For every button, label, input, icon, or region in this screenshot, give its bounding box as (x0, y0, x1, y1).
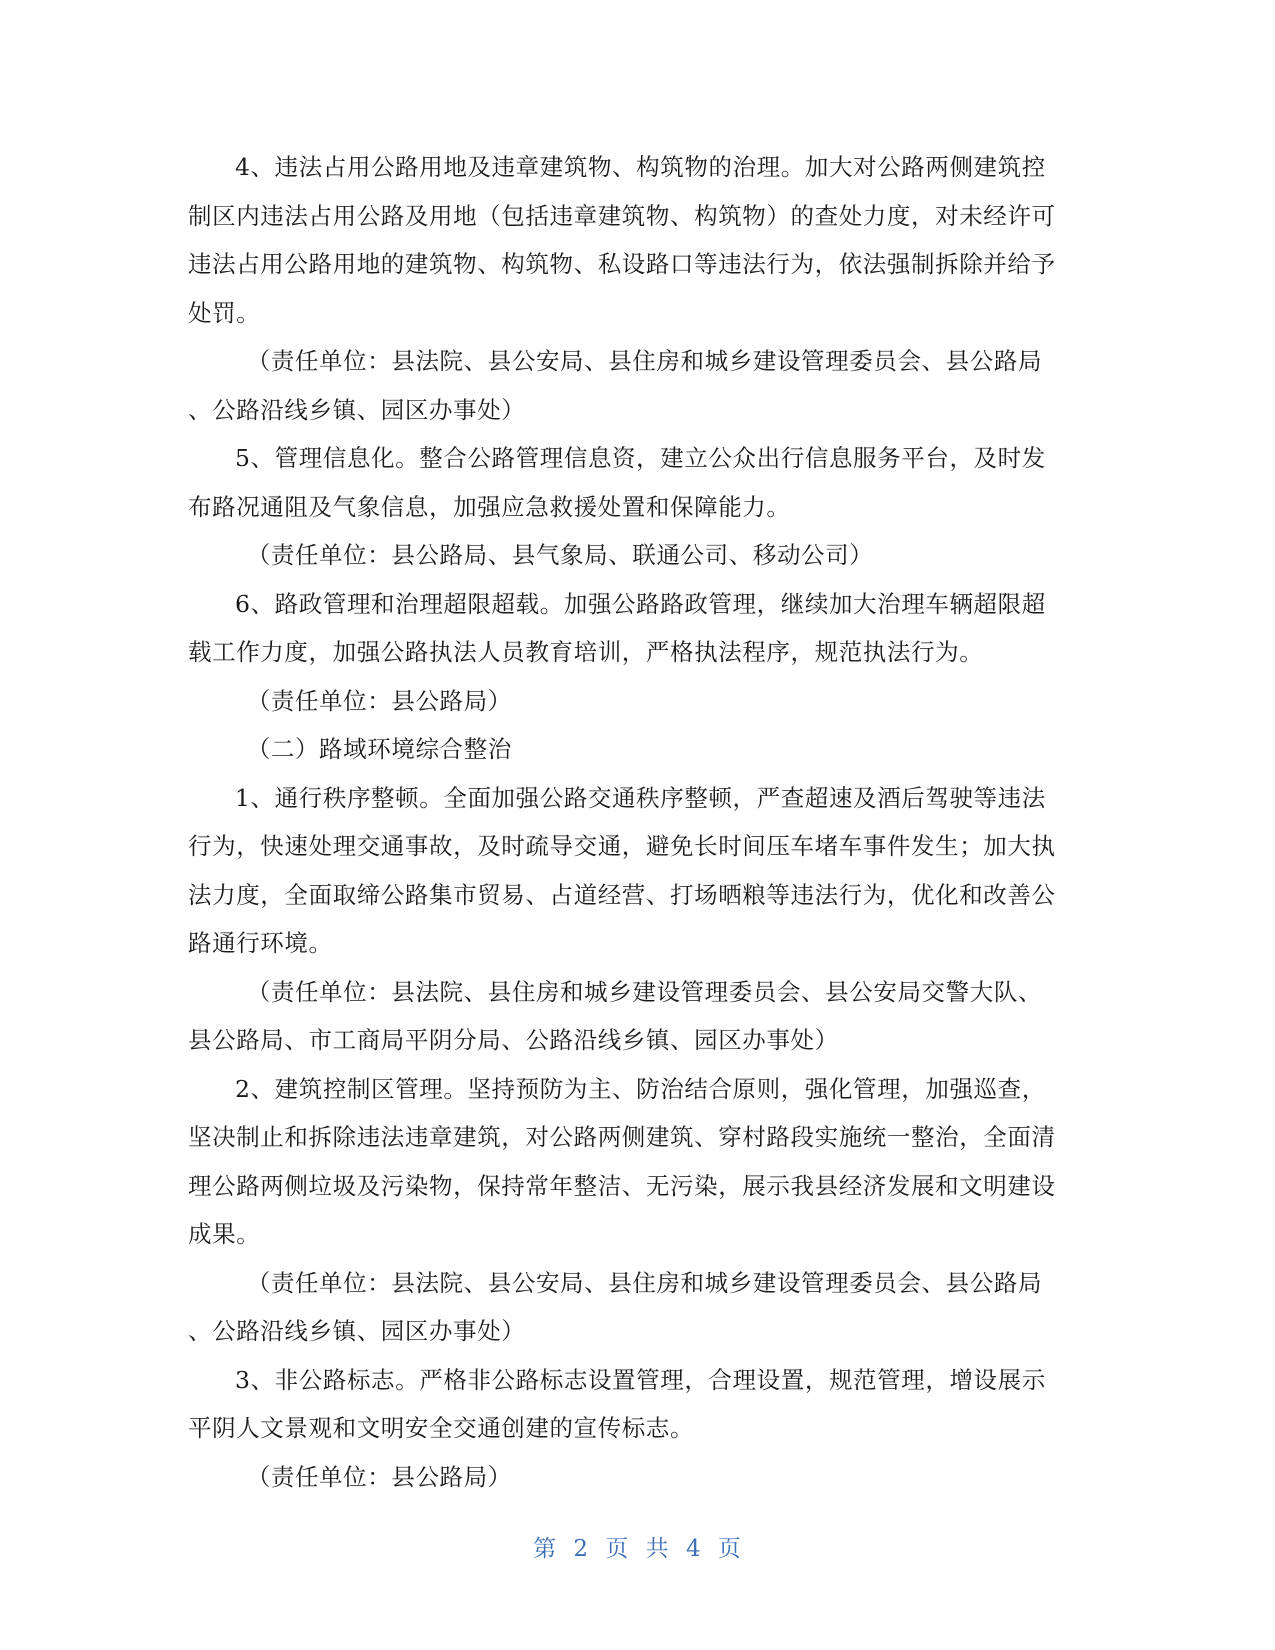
text-line: 、公路沿线乡镇、园区办事处） (188, 1317, 526, 1345)
page-footer (0, 1530, 1275, 1563)
text-line: （责任单位：县法院、县公安局、县住房和城乡建设管理委员会、县公路局 (246, 1268, 1043, 1297)
text-line: 成果。 (188, 1220, 261, 1248)
footer-word: 第 (533, 1536, 558, 1562)
text-line: （二）路域环境综合整治 (246, 735, 512, 763)
responsibility-note (188, 968, 1088, 1065)
responsibility-note (188, 531, 1088, 580)
text-line: 制区内违法占用公路及用地（包括违章建筑物、构筑物）的查处力度，对未经许可 (188, 201, 1056, 230)
text-line: （责任单位：县公路局） (246, 1462, 512, 1491)
footer-word: 页 (605, 1536, 630, 1562)
text-line: 法力度，全面取缔公路集市贸易、占道经营、打场晒粮等违法行为，优化和改善公 (188, 880, 1056, 909)
responsibility-note (188, 677, 1088, 726)
responsibility-note (188, 1259, 1088, 1356)
paragraph-item-3-non-road-signs (188, 1356, 1088, 1453)
paragraph-item-6-road-administration (188, 580, 1088, 677)
text-line: 2、建筑控制区管理。坚持预防为主、防治结合原则，强化管理，加强巡查， (235, 1074, 1046, 1103)
text-line: 坚决制止和拆除违法违章建筑，对公路两侧建筑、穿村路段实施统一整治，全面清 (188, 1123, 1056, 1151)
footer-word: 页 (717, 1536, 742, 1562)
footer-word: 共 (645, 1536, 670, 1562)
paragraph-item-5-informatization (188, 434, 1088, 531)
text-line: 6、路政管理和治理超限超载。加强公路路政管理，继续加大治理车辆超限超 (235, 589, 1046, 618)
text-line: 行为，快速处理交通事故，及时疏导交通，避免长时间压车堵车事件发生；加大执 (188, 832, 1056, 860)
text-line: 县公路局、市工商局平阴分局、公路沿线乡镇、园区办事处） (188, 1026, 839, 1054)
text-line: 、公路沿线乡镇、园区办事处） (188, 395, 526, 424)
paragraph-item-1-traffic-order (188, 774, 1088, 968)
responsibility-note (188, 1453, 1088, 1502)
text-line: 3、非公路标志。严格非公路标志设置管理，合理设置，规范管理，增设展示 (235, 1365, 1046, 1394)
text-line: 布路况通阻及气象信息，加强应急救援处置和保障能力。 (188, 492, 791, 521)
text-line: 处罚。 (188, 298, 261, 327)
current-page-number: 2 (573, 1536, 590, 1562)
paragraph-item-2-building-control (188, 1065, 1088, 1259)
paragraph-item-4-illegal-occupation (188, 143, 1088, 337)
text-line: 违法占用公路用地的建筑物、构筑物、私设路口等违法行为，依法强制拆除并给予 (188, 250, 1056, 278)
text-line: 5、管理信息化。整合公路管理信息资，建立公众出行信息服务平台，及时发 (235, 444, 1046, 472)
text-line: （责任单位：县法院、县住房和城乡建设管理委员会、县公安局交警大队、 (246, 977, 1043, 1006)
document-body (188, 143, 1088, 1501)
total-page-count: 4 (685, 1536, 702, 1562)
text-line: 载工作力度，加强公路执法人员教育培训，严格执法程序，规范执法行为。 (188, 638, 984, 666)
text-line: （责任单位：县公路局） (246, 686, 512, 715)
text-line: 4、违法占用公路用地及违章建筑物、构筑物的治理。加大对公路两侧建筑控 (235, 153, 1046, 181)
responsibility-note (188, 337, 1088, 434)
text-line: 平阴人文景观和文明安全交通创建的宣传标志。 (188, 1414, 695, 1442)
text-line: 路通行环境。 (188, 929, 333, 957)
section-heading (188, 725, 1088, 774)
text-line: 理公路两侧垃圾及污染物，保持常年整洁、无污染，展示我县经济发展和文明建设 (188, 1171, 1056, 1200)
text-line: （责任单位：县公路局、县气象局、联通公司、移动公司） (246, 541, 874, 569)
text-line: （责任单位：县法院、县公安局、县住房和城乡建设管理委员会、县公路局 (246, 347, 1043, 375)
text-line: 1、通行秩序整顿。全面加强公路交通秩序整顿，严查超速及酒后驾驶等违法 (235, 783, 1046, 812)
